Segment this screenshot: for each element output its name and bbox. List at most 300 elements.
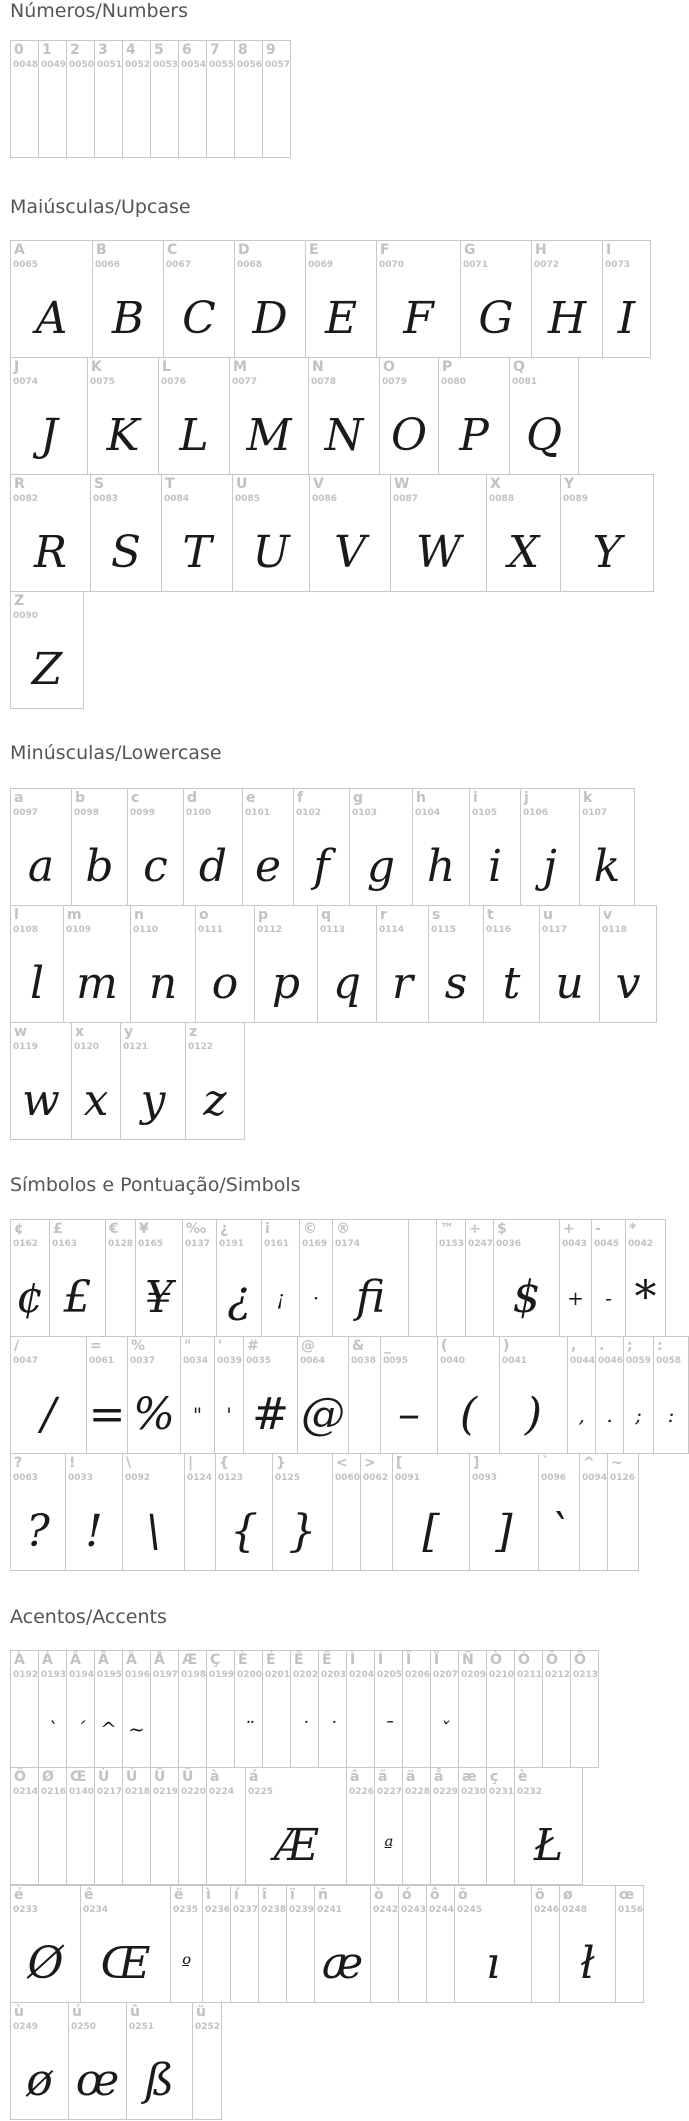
glyph-sample-area	[438, 1377, 499, 1453]
glyph-char-label: Ä	[126, 1652, 137, 1668]
glyph-char-label: O	[383, 359, 395, 375]
glyph-cell	[150, 40, 179, 158]
glyph-char-label: Õ	[574, 1652, 586, 1668]
glyph-code-label: 0233	[13, 1905, 39, 1915]
glyph-sample: c	[143, 841, 168, 892]
glyph-sample: x	[83, 1075, 109, 1126]
glyph-char-label: Ï	[434, 1652, 440, 1668]
glyph-sample-area	[67, 1691, 94, 1767]
glyph-cell	[245, 1767, 347, 1885]
glyph-char-label: V	[313, 476, 324, 492]
glyph-sample: }	[288, 1506, 317, 1557]
glyph-sample-area	[375, 1691, 402, 1767]
glyph-char-label: Å	[154, 1652, 165, 1668]
glyph-code-label: 0201	[265, 1670, 291, 1680]
glyph-code-label: 0057	[265, 60, 291, 70]
glyph-cell	[438, 357, 510, 475]
glyph-code-label: 0110	[133, 925, 159, 935]
glyph-code-label: 0036	[496, 1239, 522, 1249]
glyph-sample-area	[487, 1808, 514, 1884]
glyph-code-label: 0086	[312, 494, 338, 504]
glyph-char-label: y	[124, 1024, 134, 1040]
glyph-code-label: 0200	[237, 1670, 263, 1680]
glyph-sample: /	[41, 1389, 56, 1440]
glyph-cell	[591, 1219, 626, 1337]
glyph-cell	[539, 905, 600, 1023]
glyph-char-label: Œ	[70, 1769, 87, 1785]
glyph-char-label: &	[352, 1338, 365, 1354]
glyph-cell	[10, 240, 93, 358]
glyph-char-label: æ	[462, 1769, 477, 1785]
glyph-sample: ]	[495, 1506, 513, 1557]
glyph-cell	[349, 788, 413, 906]
glyph-sample: z	[203, 1075, 227, 1126]
glyph-sample-area	[318, 946, 376, 1022]
glyph-code-label: 0081	[512, 377, 538, 387]
glyph-char-label: l	[14, 907, 19, 923]
glyph-code-label: 0073	[605, 260, 631, 270]
glyph-sample-area	[381, 1377, 437, 1453]
glyph-sample-area	[494, 1260, 559, 1336]
glyph-cell	[10, 40, 39, 158]
glyph-cell	[10, 905, 64, 1023]
glyph-code-label: 0165	[138, 1239, 164, 1249]
glyph-code-label: 0163	[52, 1239, 78, 1249]
glyph-code-label: 0039	[217, 1356, 243, 1366]
glyph-code-label: 0033	[68, 1473, 94, 1483]
glyph-char-label: ö	[535, 1887, 545, 1903]
glyph-sample-area	[11, 946, 63, 1022]
glyph-code-label: 0214	[13, 1787, 39, 1797]
glyph-code-label: 0122	[188, 1042, 214, 1052]
glyph-sample: ´	[75, 1717, 86, 1741]
glyph-code-label: 0161	[264, 1239, 290, 1249]
glyph-code-label: 0054	[181, 60, 207, 70]
glyph-sample-area	[403, 1691, 430, 1767]
glyph-code-label: 0220	[181, 1787, 207, 1797]
glyph-code-label: 0091	[395, 1473, 421, 1483]
glyph-cell	[318, 1650, 347, 1768]
glyph-code-label: 0056	[237, 60, 263, 70]
glyph-cell	[10, 591, 84, 709]
glyph-sample-area	[11, 1691, 38, 1767]
glyph-cell	[360, 1453, 393, 1571]
glyph-code-label: 0037	[130, 1356, 156, 1366]
glyph-sample: K	[106, 410, 140, 461]
glyph-sample-area	[207, 1691, 234, 1767]
glyph-code-label: 0230	[461, 1787, 487, 1797]
glyph-code-label: 0193	[41, 1670, 67, 1680]
glyph-char-label: #	[247, 1338, 259, 1354]
glyph-cell	[66, 40, 95, 158]
glyph-char-label: Ñ	[462, 1652, 474, 1668]
glyph-code-label: 0209	[461, 1670, 487, 1680]
glyph-char-label: 8	[238, 42, 248, 58]
glyph-char-label: }	[276, 1455, 286, 1471]
glyph-sample-area	[207, 81, 234, 157]
glyph-sample-area	[347, 1808, 374, 1884]
glyph-code-label: 0156	[618, 1905, 644, 1915]
glyph-sample-area	[315, 1926, 370, 2002]
glyph-cell	[195, 905, 255, 1023]
glyph-cell	[486, 474, 561, 592]
glyph-cell	[10, 1022, 72, 1140]
glyph-cell	[486, 1767, 515, 1885]
glyph-char-label: g	[353, 790, 364, 806]
glyph-char-label: Â	[70, 1652, 81, 1668]
glyph-sample-area	[88, 398, 158, 474]
glyph-sample-area	[571, 1691, 598, 1767]
glyph-code-label: 0114	[379, 925, 405, 935]
glyph-code-label: 0112	[257, 925, 283, 935]
glyph-cell	[66, 1767, 95, 1885]
glyph-char-label: L	[162, 359, 171, 375]
glyph-code-label: 0111	[198, 925, 224, 935]
glyph-cell	[38, 1767, 67, 1885]
glyph-char-label: ;	[627, 1338, 633, 1354]
glyph-sample: ,	[578, 1403, 585, 1427]
glyph-sample-area	[11, 2043, 68, 2119]
glyph-cell	[202, 1885, 231, 2003]
glyph-code-label: 0080	[441, 377, 467, 387]
glyph-cell	[374, 1650, 403, 1768]
glyph-char-label: P	[442, 359, 453, 375]
glyph-sample-area	[95, 1808, 122, 1884]
glyph-cell	[232, 474, 310, 592]
glyph-sample-area	[375, 1808, 402, 1884]
glyph-code-label: 0203	[321, 1670, 347, 1680]
glyph-char-label: Z	[14, 593, 25, 609]
glyph-code-label: 0241	[317, 1905, 343, 1915]
glyph-char-label: ó	[402, 1887, 412, 1903]
glyph-sample: d	[198, 841, 228, 892]
glyph-sample-area	[466, 1260, 493, 1336]
glyph-sample: )	[524, 1389, 543, 1440]
glyph-sample-area	[510, 398, 578, 474]
glyph-sample-area	[216, 1494, 272, 1570]
glyph-sample-area	[377, 281, 460, 357]
glyph-char-label: ò	[374, 1887, 384, 1903]
glyph-sample-area	[11, 829, 71, 905]
glyph-sample-area	[93, 281, 163, 357]
glyph-cell	[150, 1650, 179, 1768]
glyph-char-label: Ã	[98, 1652, 109, 1668]
glyph-sample-area	[431, 1808, 458, 1884]
glyph-sample: i	[487, 841, 503, 892]
glyph-code-label: 0235	[173, 1905, 199, 1915]
glyph-sample: W	[415, 527, 462, 578]
glyph-code-label: 0246	[534, 1905, 560, 1915]
glyph-sample: I	[617, 293, 636, 344]
glyph-sample: O	[390, 410, 428, 461]
glyph-char-label: $	[497, 1221, 507, 1237]
glyph-code-label: 0194	[69, 1670, 95, 1680]
glyph-cell	[86, 1336, 128, 1454]
glyph-sample-area	[185, 1494, 215, 1570]
glyph-sample-area	[179, 81, 206, 157]
glyph-cell	[230, 1885, 259, 2003]
glyph-sample: ¨	[243, 1717, 254, 1741]
glyph-code-label: 0100	[186, 808, 212, 818]
glyph-cell	[602, 240, 651, 358]
glyph-char-label: c	[131, 790, 140, 806]
glyph-sample-area	[11, 515, 90, 591]
glyph-sample: J	[40, 410, 58, 461]
glyph-cell	[599, 905, 657, 1023]
glyph-char-label: ÷	[469, 1221, 481, 1237]
glyph-code-label: 0153	[439, 1239, 465, 1249]
glyph-char-label: b	[75, 790, 86, 806]
glyph-cell	[10, 1885, 81, 2003]
glyph-sample: u	[555, 958, 584, 1009]
glyph-code-label: 0109	[66, 925, 92, 935]
glyph-sample-area	[11, 1377, 86, 1453]
glyph-char-label: ë	[174, 1887, 184, 1903]
glyph-cell	[376, 905, 429, 1023]
glyph-char-label: -	[595, 1221, 601, 1237]
glyph-sample: r	[391, 958, 414, 1009]
glyph-char-label: @	[301, 1338, 315, 1354]
glyph-cell	[376, 240, 461, 358]
glyph-char-label: o	[199, 907, 209, 923]
glyph-cell	[183, 788, 243, 906]
glyph-sample-area	[521, 829, 579, 905]
glyph-sample: X	[507, 527, 540, 578]
glyph-cell	[412, 788, 470, 906]
glyph-cell	[483, 905, 540, 1023]
glyph-code-label: 0107	[582, 808, 608, 818]
glyph-sample-area	[11, 398, 87, 474]
glyph-sample: *	[634, 1272, 657, 1323]
glyph-cell	[262, 1650, 291, 1768]
glyph-sample-area	[72, 1063, 120, 1139]
section-title: Maiúsculas/Upcase	[10, 196, 191, 218]
glyph-char-label: q	[321, 907, 332, 923]
glyph-char-label: á	[249, 1769, 259, 1785]
glyph-char-label: 2	[70, 42, 80, 58]
glyph-char-label: E	[309, 242, 319, 258]
glyph-char-label: B	[96, 242, 107, 258]
glyph-char-label: M	[233, 359, 247, 375]
glyph-cell	[346, 1767, 375, 1885]
glyph-sample: !	[85, 1506, 103, 1557]
glyph-sample-area	[349, 1377, 380, 1453]
glyph-char-label: œ	[619, 1887, 635, 1903]
glyph-sample: º	[181, 1952, 192, 1976]
glyph-sample-area	[193, 2043, 221, 2119]
glyph-cell	[299, 1219, 333, 1337]
glyph-cell	[579, 788, 635, 906]
glyph-code-label: 0212	[545, 1670, 571, 1680]
glyph-char-label: ¿	[220, 1221, 229, 1237]
glyph-cell	[570, 1650, 599, 1768]
glyph-sample-area	[306, 281, 376, 357]
glyph-char-label: ù	[14, 2004, 24, 2020]
glyph-char-label: K	[91, 359, 102, 375]
glyph-sample-area	[600, 946, 656, 1022]
glyph-char-label: *	[629, 1221, 637, 1237]
glyph-char-label: 4	[126, 42, 136, 58]
glyph-sample-area	[128, 829, 183, 905]
glyph-sample-area	[361, 1494, 392, 1570]
glyph-sample: "	[192, 1403, 203, 1427]
glyph-code-label: 0228	[405, 1787, 431, 1797]
glyph-char-label: ï	[290, 1887, 295, 1903]
glyph-sample-area	[123, 1494, 184, 1570]
glyph-char-label: N	[312, 359, 324, 375]
glyph-cell	[10, 357, 88, 475]
glyph-code-label: 0108	[13, 925, 39, 935]
glyph-cell	[254, 905, 318, 1023]
glyph-char-label: â	[350, 1769, 360, 1785]
glyph-code-label: 0066	[95, 260, 121, 270]
glyph-code-label: 0174	[335, 1239, 361, 1249]
glyph-char-label: Ù	[98, 1769, 110, 1785]
glyph-cell	[63, 905, 131, 1023]
glyph-sample-area	[151, 1691, 178, 1767]
glyph-char-label: t	[487, 907, 494, 923]
glyph-sample-area	[217, 1260, 261, 1336]
glyph-cell	[10, 1453, 66, 1571]
glyph-sample: t	[502, 958, 521, 1009]
glyph-code-label: 0062	[363, 1473, 389, 1483]
glyph-cell	[623, 1336, 654, 1454]
glyph-sample: q	[332, 958, 362, 1009]
glyph-cell	[185, 1022, 245, 1140]
glyph-cell	[80, 1885, 171, 2003]
glyph-code-label: 0088	[489, 494, 515, 504]
glyph-code-label: 0082	[13, 494, 39, 504]
glyph-cell	[215, 1453, 273, 1571]
glyph-sample: ?	[26, 1506, 50, 1557]
glyph-sample-area	[580, 829, 634, 905]
glyph-code-label: 0044	[570, 1356, 596, 1366]
glyph-sample-area	[263, 1691, 290, 1767]
glyph-code-label: 0038	[351, 1356, 377, 1366]
glyph-code-label: 0064	[300, 1356, 326, 1366]
glyph-sample-area	[413, 829, 469, 905]
glyph-code-label: 0043	[562, 1239, 588, 1249]
glyph-sample-area	[244, 1377, 297, 1453]
glyph-sample-area	[196, 946, 254, 1022]
glyph-cell	[178, 1767, 207, 1885]
glyph-sample: b	[85, 841, 114, 892]
glyph-cell	[10, 788, 72, 906]
glyph-code-label: 0191	[219, 1239, 245, 1249]
glyph-cell	[615, 1885, 644, 2003]
glyph-cell	[130, 905, 196, 1023]
glyph-code-label: 0140	[69, 1787, 95, 1797]
glyph-sample: G	[478, 293, 514, 344]
glyph-char-label: '	[218, 1338, 223, 1354]
glyph-code-label: 0104	[415, 808, 441, 818]
glyph-sample: A	[35, 293, 68, 344]
glyph-code-label: 0070	[379, 260, 405, 270]
glyph-cell	[567, 1336, 596, 1454]
glyph-code-label: 0196	[125, 1670, 151, 1680]
glyph-cell	[436, 1219, 466, 1337]
glyph-code-label: 0059	[626, 1356, 652, 1366]
glyph-char-label: G	[464, 242, 476, 258]
glyph-sample: @	[301, 1389, 345, 1440]
glyph-sample-area	[287, 1926, 314, 2002]
glyph-sample: ˙	[327, 1717, 338, 1741]
glyph-sample-area	[561, 515, 653, 591]
glyph-char-label: F	[380, 242, 390, 258]
glyph-char-label: z	[189, 1024, 198, 1040]
glyph-sample: Œ	[100, 1938, 151, 1989]
glyph-char-label: å	[434, 1769, 444, 1785]
glyph-cell	[122, 1650, 151, 1768]
glyph-cell	[243, 1336, 298, 1454]
glyph-cell	[178, 40, 207, 158]
glyph-cell	[402, 1767, 431, 1885]
glyph-code-label: 0084	[164, 494, 190, 504]
glyph-sample-area	[246, 1808, 346, 1884]
glyph-sample: fi	[355, 1272, 386, 1323]
glyph-code-label: 0105	[472, 808, 498, 818]
glyph-code-label: 0247	[468, 1239, 494, 1249]
glyph-sample-area	[183, 1260, 216, 1336]
glyph-sample: ¥	[145, 1272, 173, 1323]
glyph-code-label: 0237	[233, 1905, 259, 1915]
glyph-sample: ¢	[16, 1272, 44, 1323]
glyph-code-label: 0219	[153, 1787, 179, 1797]
glyph-cell	[559, 1885, 616, 2003]
glyph-cell	[469, 788, 521, 906]
glyph-char-label: ú	[72, 2004, 82, 2020]
glyph-sample-area	[532, 281, 602, 357]
glyph-cell	[261, 1219, 300, 1337]
glyph-cell	[380, 1336, 438, 1454]
glyph-char-label: È	[238, 1652, 248, 1668]
glyph-cell	[94, 1767, 123, 1885]
glyph-sample: l	[29, 958, 45, 1009]
glyph-code-label: 0252	[195, 2022, 221, 2032]
glyph-sample-area	[164, 281, 234, 357]
glyph-code-label: 0198	[181, 1670, 207, 1680]
glyph-cell	[499, 1336, 568, 1454]
glyph-code-label: 0192	[13, 1670, 39, 1680]
glyph-sample-area	[11, 632, 83, 708]
glyph-char-label: à	[210, 1769, 220, 1785]
glyph-code-label: 0123	[218, 1473, 244, 1483]
glyph-sample-area	[616, 1926, 643, 2002]
glyph-code-label: 0074	[13, 377, 39, 387]
glyph-code-label: 0137	[185, 1239, 211, 1249]
glyph-char-label: e	[246, 790, 256, 806]
glyph-cell	[170, 1885, 203, 2003]
glyph-char-label: a	[14, 790, 24, 806]
glyph-cell	[10, 2002, 69, 2120]
glyph-char-label: :	[657, 1338, 663, 1354]
glyph-code-label: 0050	[69, 60, 95, 70]
glyph-sample: $	[512, 1272, 541, 1323]
glyph-code-label: 0121	[123, 1042, 149, 1052]
glyph-sample-area	[515, 1691, 542, 1767]
glyph-cell	[180, 1336, 215, 1454]
glyph-cell	[625, 1219, 666, 1337]
glyph-char-label: m	[67, 907, 82, 923]
glyph-char-label: X	[490, 476, 501, 492]
glyph-code-label: 0042	[628, 1239, 654, 1249]
glyph-char-label: Ö	[14, 1769, 26, 1785]
glyph-cell	[290, 1650, 319, 1768]
glyph-code-label: 0119	[13, 1042, 39, 1052]
glyph-code-label: 0242	[373, 1905, 399, 1915]
glyph-sample: .	[606, 1403, 613, 1427]
glyph-sample-area	[262, 1260, 299, 1336]
